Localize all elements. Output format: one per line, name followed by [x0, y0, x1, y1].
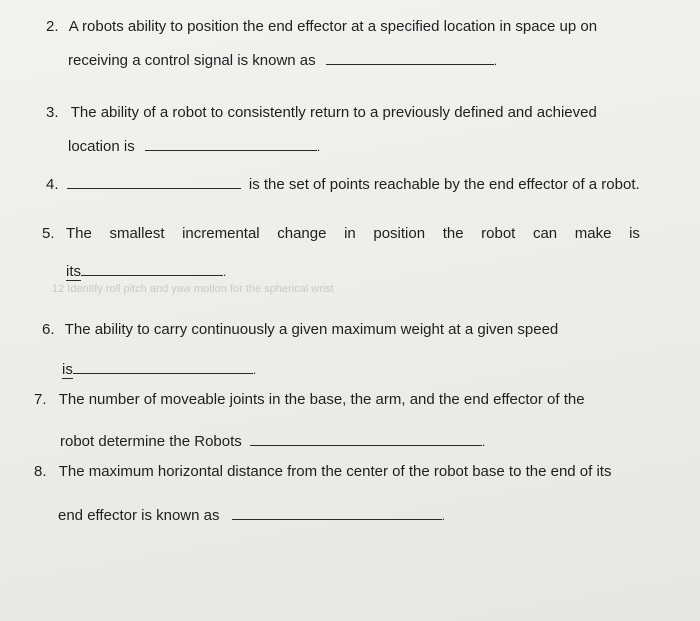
- question-6-line-2: [62, 359, 256, 379]
- question-5-word: is: [629, 225, 640, 242]
- question-7-line-2: [60, 431, 485, 451]
- question-5-word: smallest: [109, 225, 165, 242]
- question-5-word: can: [532, 225, 558, 242]
- question-2-period: .: [493, 54, 498, 68]
- question-4-line: [46, 174, 640, 194]
- question-8-answer-blank[interactable]: [232, 505, 442, 520]
- question-2-answer-blank[interactable]: [326, 50, 494, 65]
- question-2-line-1: [46, 18, 597, 36]
- question-7-text-cont: robot determine the Robots: [60, 433, 242, 450]
- question-2-text-cont: receiving a control signal is known as: [68, 52, 316, 69]
- question-4-number: 4.: [46, 176, 59, 193]
- question-5-word: change: [277, 225, 327, 242]
- question-2-line-2: [68, 50, 497, 70]
- question-3-line-1: [46, 104, 597, 122]
- question-5-word: The: [66, 225, 92, 242]
- question-8-period: .: [441, 509, 445, 523]
- question-3-number: 3.: [46, 104, 59, 121]
- question-8-line-1: [34, 463, 611, 481]
- question-3-period: .: [316, 140, 321, 154]
- question-5-text-cont: its: [66, 263, 81, 280]
- question-8-line-2: [58, 505, 445, 525]
- question-8-number: 8.: [34, 463, 47, 480]
- question-5-answer-blank[interactable]: [81, 261, 223, 276]
- question-6-period: .: [252, 363, 257, 377]
- question-7-period: .: [481, 435, 486, 449]
- question-5-line-1: [66, 225, 640, 243]
- question-6-answer-blank[interactable]: [73, 359, 253, 374]
- question-5-word: make: [574, 225, 612, 242]
- question-7-answer-blank[interactable]: [250, 431, 482, 446]
- question-5-word: the: [442, 225, 464, 242]
- question-5-word: robot: [481, 225, 516, 242]
- question-6-number: 6.: [42, 321, 55, 338]
- question-5-word: incremental: [182, 225, 260, 242]
- question-7-number: 7.: [34, 391, 47, 408]
- question-8-text-cont: end effector is known as: [58, 507, 220, 524]
- question-8-text: The maximum horizontal distance from the center of the robot base to the end of its: [58, 463, 612, 480]
- question-3-text: The ability of a robot to consistently return to a previously defined and achieved: [70, 104, 597, 121]
- question-7-text: The number of moveable joints in the base, the arm, and the end effector of the: [58, 391, 585, 408]
- question-4-answer-blank[interactable]: [67, 174, 241, 189]
- question-5-word: in: [344, 225, 356, 242]
- question-4-text: is the set of points reachable by the end effector of a robot.: [248, 176, 640, 193]
- question-2-text: A robots ability to position the end effector at a specified location in space up on: [68, 18, 598, 35]
- question-3-answer-blank[interactable]: [145, 136, 317, 151]
- question-6-text: The ability to carry continuously a given maximum weight at a given speed: [64, 321, 559, 338]
- question-3-text-cont: location is: [68, 138, 135, 155]
- question-5-period: .: [223, 265, 227, 279]
- question-7-line-1: [34, 391, 585, 409]
- question-2-number: 2.: [46, 18, 59, 35]
- question-5-line-2: [66, 261, 226, 281]
- question-5-number: 5.: [42, 225, 55, 242]
- question-3-line-2: [68, 136, 320, 156]
- question-5-word: position: [373, 225, 426, 242]
- show-through-text: 12 Identify roll pitch and yaw motion for the spherical wrist: [52, 283, 334, 295]
- question-6-line-1: [42, 321, 558, 339]
- question-6-text-cont: is: [62, 361, 73, 378]
